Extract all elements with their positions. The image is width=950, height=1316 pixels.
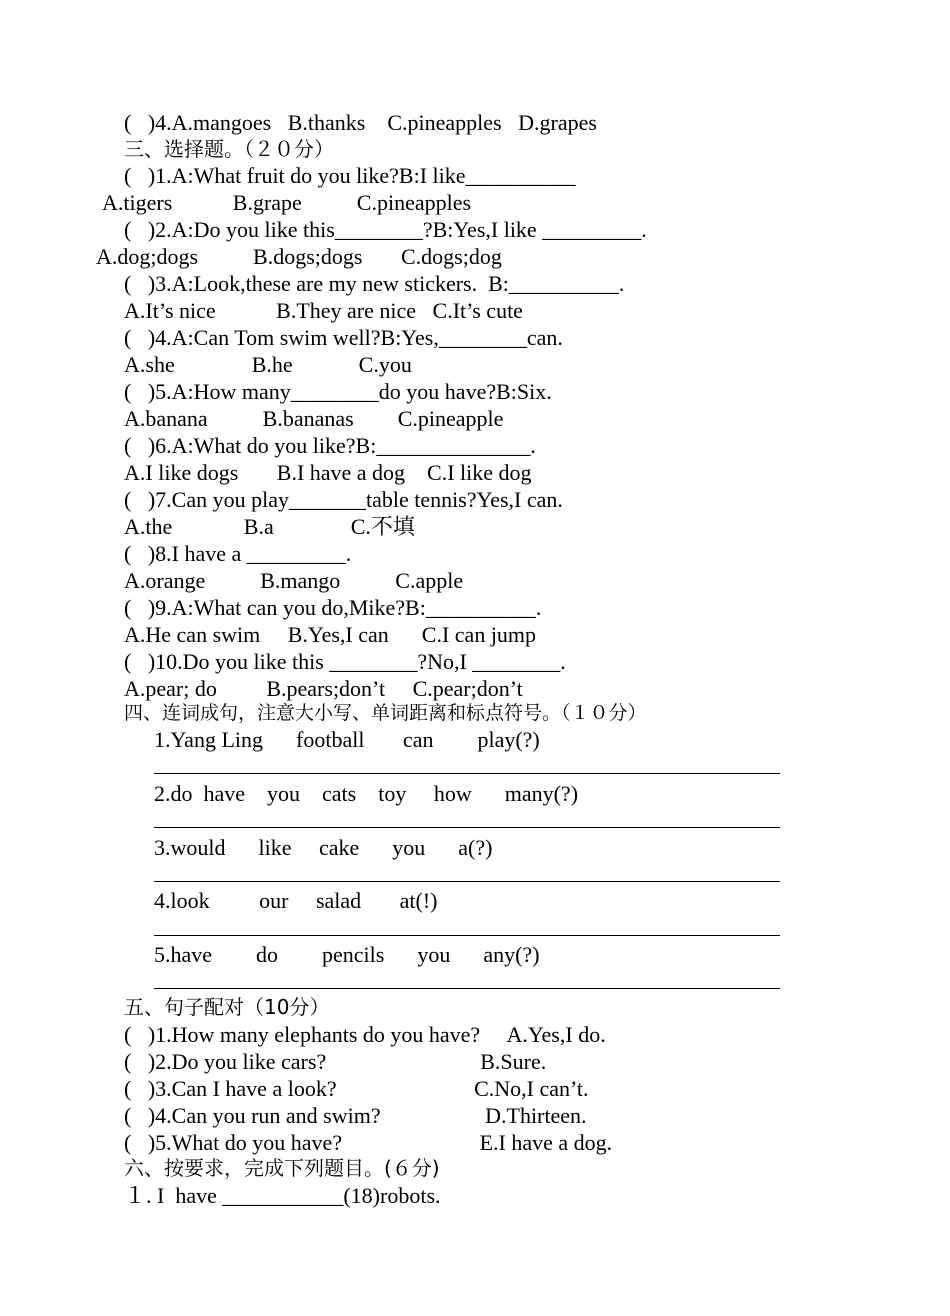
choice-question-4: ( )4.A:Can Tom swim well?B:Yes,________can. — [124, 325, 563, 350]
section-5-heading: 五、句子配对（10分） — [124, 995, 330, 1019]
match-item-5: ( )5.What do you have? E.I have a dog. — [124, 1130, 613, 1155]
section-3-heading: 三、选择题。（２０分） — [124, 137, 334, 161]
choice-question-8: ( )8.I have a _________. — [124, 541, 352, 566]
match-item-2: ( )2.Do you like cars? B.Sure. — [124, 1049, 547, 1074]
choice-options-2: A.dog;dogs B.dogs;dogs C.dogs;dog — [96, 244, 502, 269]
choice-options-9: A.He can swim B.Yes,I can C.I can jump — [124, 622, 537, 647]
choice-question-9: ( )9.A:What can you do,Mike?B:__________. — [124, 595, 542, 620]
reorder-words-2: 2.do have you cats toy how many(?) — [154, 781, 579, 806]
reorder-words-5: 5.have do pencils you any(?) — [154, 942, 540, 967]
section-4-heading: 四、连词成句，注意大小写、单词距离和标点符号。（１０分） — [124, 702, 647, 724]
choice-options-6: A.I like dogs B.I have a dog C.I like dog — [124, 460, 532, 485]
reorder-words-4: 4.look our salad at(!) — [154, 888, 438, 913]
choice-question-7: ( )7.Can you play_______table tennis?Yes,I can. — [124, 487, 563, 512]
choice-options-4: A.she B.he C.you — [124, 352, 412, 377]
choice-question-5: ( )5.A:How many________do you have?B:Six. — [124, 379, 552, 404]
choice-options-1: A.tigers B.grape C.pineapples — [102, 190, 472, 215]
answer-line-4[interactable] — [154, 935, 780, 936]
choice-question-3: ( )3.A:Look,these are my new stickers. B:__________. — [124, 271, 625, 296]
choice-options-5: A.banana B.bananas C.pineapple — [124, 406, 504, 431]
answer-line-5[interactable] — [154, 988, 780, 989]
choice-options-10: A.pear; do B.pears;don’t C.pear;don’t — [124, 676, 523, 701]
section-6-heading: 六、按要求，完成下列题目。(６分) — [124, 1156, 440, 1180]
reorder-words-1: 1.Yang Ling football can play(?) — [154, 727, 540, 752]
choice-options-7: A.the B.a C.不填 — [124, 514, 415, 539]
choice-question-10: ( )10.Do you like this ________?No,I ________. — [124, 649, 566, 674]
choice-options-8: A.orange B.mango C.apple — [124, 568, 464, 593]
answer-line-1[interactable] — [154, 773, 780, 774]
match-item-3: ( )3.Can I have a look? C.No,I can’t. — [124, 1076, 589, 1101]
match-item-4: ( )4.Can you run and swim? D.Thirteen. — [124, 1103, 587, 1128]
choice-question-1: ( )1.A:What fruit do you like?B:I like__________ — [124, 163, 576, 188]
match-item-1: ( )1.How many elephants do you have? A.Yes,I do. — [124, 1022, 606, 1047]
reorder-words-3: 3.would like cake you a(?) — [154, 835, 493, 860]
answer-line-2[interactable] — [154, 827, 780, 828]
transform-question-1: １. I have ___________(18)robots. — [124, 1183, 441, 1208]
answer-line-3[interactable] — [154, 881, 780, 882]
choice-options-3: A.It’s nice B.They are nice C.It’s cute — [124, 298, 523, 323]
vocab-question-4: ( )4.A.mangoes B.thanks C.pineapples D.grapes — [124, 110, 597, 135]
choice-question-6: ( )6.A:What do you like?B:______________. — [124, 433, 536, 458]
choice-question-2: ( )2.A:Do you like this________?B:Yes,I like _________. — [124, 217, 647, 242]
